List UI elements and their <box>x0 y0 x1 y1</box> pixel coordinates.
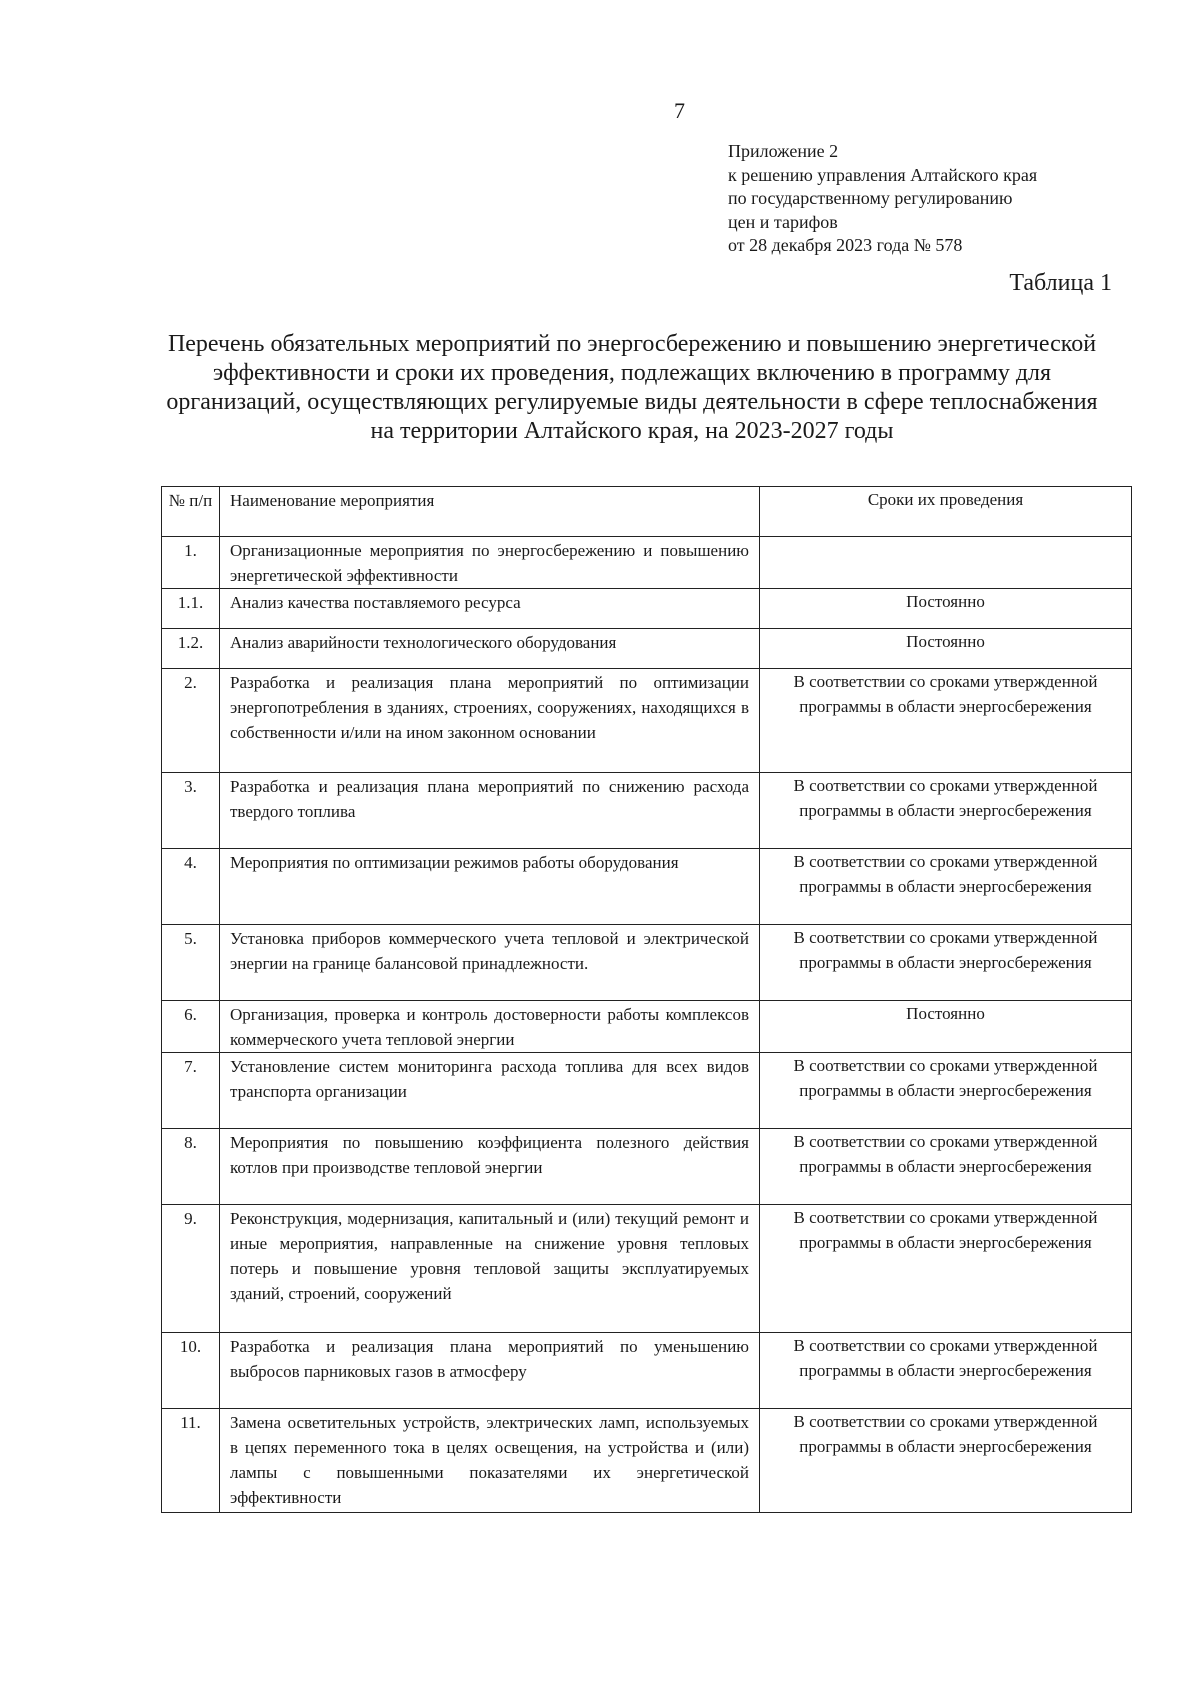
page-number: 7 <box>674 98 685 123</box>
row-name: Реконструкция, модернизация, капитальный и (или) текущий ремонт и иные мероприятия, направленные на снижение уровня тепловых потерь и повышение уровня тепловой защиты эксплуатируемых зданий, строений, сооружений <box>220 1205 760 1333</box>
appendix-line: Приложение 2 <box>728 141 839 161</box>
appendix-line: к решению управления Алтайского края <box>728 164 1038 185</box>
row-num: 1.2. <box>162 629 220 669</box>
row-name: Анализ аварийности технологического оборудования <box>220 629 760 669</box>
row-num: 6. <box>162 1001 220 1053</box>
row-name: Разработка и реализация плана мероприятий по уменьшению выбросов парниковых газов в атмосферу <box>220 1333 760 1409</box>
row-term: Постоянно <box>760 629 1132 669</box>
row-num: 2. <box>162 669 220 773</box>
row-term: В соответствии со сроками утвержденной программы в области энергосбережения <box>760 925 1132 1001</box>
table-row <box>162 589 1132 629</box>
row-num: 9. <box>162 1205 220 1333</box>
row-num: 5. <box>162 925 220 1001</box>
row-num: 4. <box>162 849 220 925</box>
row-num: 8. <box>162 1129 220 1205</box>
row-term: В соответствии со сроками утвержденной программы в области энергосбережения <box>760 669 1132 773</box>
row-term: В соответствии со сроками утвержденной программы в области энергосбережения <box>760 773 1132 849</box>
table-row <box>162 1205 1132 1333</box>
title-line: организаций, осуществляющих регулируемые виды деятельности в сфере теплоснабжения <box>166 389 1098 415</box>
row-name: Замена осветительных устройств, электрических ламп, используемых в цепях переменного тока в целях освещения, на устройства и (или) лампы с повышенными показателями их энергетической эффективности <box>220 1409 760 1513</box>
header-name: Наименование мероприятия <box>220 487 760 537</box>
row-num: 10. <box>162 1333 220 1409</box>
appendix-block <box>728 140 1037 258</box>
header-num: № п/п <box>162 487 220 537</box>
table-header-row <box>162 487 1132 537</box>
title-line: на территории Алтайского края, на 2023-2027 годы <box>370 418 894 444</box>
title-line: Перечень обязательных мероприятий по энергосбережению и повышению энергетической <box>167 331 1097 357</box>
appendix-line: от 28 декабря 2023 года № 578 <box>728 235 963 255</box>
row-term: Постоянно <box>760 1001 1132 1053</box>
row-num: 7. <box>162 1053 220 1129</box>
row-name: Установка приборов коммерческого учета тепловой и электрической энергии на границе балансовой принадлежности. <box>220 925 760 1001</box>
document-title <box>140 330 1124 446</box>
table-row <box>162 1409 1132 1513</box>
row-term: В соответствии со сроками утвержденной программы в области энергосбережения <box>760 1205 1132 1333</box>
table-row <box>162 537 1132 589</box>
measures-table <box>161 486 1132 1513</box>
appendix-line: по государственному регулированию <box>728 188 1013 208</box>
row-term <box>760 537 1132 589</box>
title-line: эффективности и сроки их проведения, подлежащих включению в программу для <box>212 360 1052 386</box>
row-name: Организация, проверка и контроль достоверности работы комплексов коммерческого учета тепловой энергии <box>220 1001 760 1053</box>
row-name: Анализ качества поставляемого ресурса <box>220 589 760 629</box>
table-row <box>162 1129 1132 1205</box>
row-name: Мероприятия по повышению коэффициента полезного действия котлов при производстве тепловой энергии <box>220 1129 760 1205</box>
header-term: Сроки их проведения <box>760 487 1132 537</box>
row-name: Разработка и реализация плана мероприятий по снижению расхода твердого топлива <box>220 773 760 849</box>
row-term: В соответствии со сроками утвержденной программы в области энергосбережения <box>760 849 1132 925</box>
table-row <box>162 669 1132 773</box>
row-term: В соответствии со сроками утвержденной программы в области энергосбережения <box>760 1409 1132 1513</box>
table-row <box>162 1001 1132 1053</box>
row-term: В соответствии со сроками утвержденной программы в области энергосбережения <box>760 1053 1132 1129</box>
row-term: В соответствии со сроками утвержденной программы в области энергосбережения <box>760 1333 1132 1409</box>
row-term: В соответствии со сроками утвержденной программы в области энергосбережения <box>760 1129 1132 1205</box>
table-label: Таблица 1 <box>1009 270 1112 296</box>
row-name: Установление систем мониторинга расхода топлива для всех видов транспорта организации <box>220 1053 760 1129</box>
table-row <box>162 849 1132 925</box>
table-row <box>162 629 1132 669</box>
appendix-line: цен и тарифов <box>728 211 838 232</box>
row-num: 1. <box>162 537 220 589</box>
row-name: Разработка и реализация плана мероприятий по оптимизации энергопотребления в зданиях, строениях, сооружениях, находящихся в собственности и/или на ином законном основании <box>220 669 760 773</box>
row-num: 11. <box>162 1409 220 1513</box>
table-row <box>162 925 1132 1001</box>
row-term: Постоянно <box>760 589 1132 629</box>
table-row <box>162 773 1132 849</box>
row-name: Мероприятия по оптимизации режимов работы оборудования <box>220 849 760 925</box>
table-row <box>162 1053 1132 1129</box>
row-num: 1.1. <box>162 589 220 629</box>
table-row <box>162 1333 1132 1409</box>
row-num: 3. <box>162 773 220 849</box>
row-name: Организационные мероприятия по энергосбережению и повышению энергетической эффективности <box>220 537 760 589</box>
